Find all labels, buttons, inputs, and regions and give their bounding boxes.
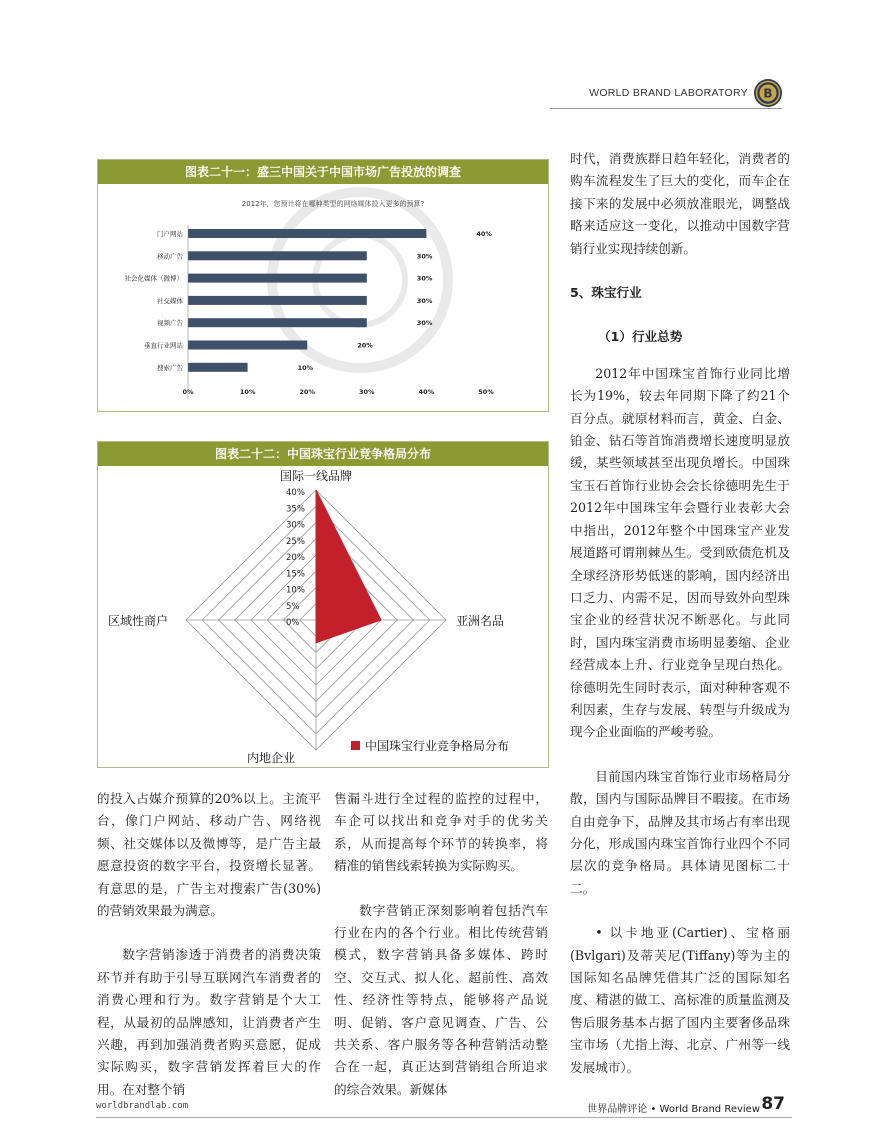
footer-rule [96, 1117, 792, 1118]
page-number: 87 [761, 1094, 785, 1114]
chart22-tick-label: 20% [286, 553, 305, 563]
chart22-tick-label: 25% [286, 536, 305, 547]
chart21-bar [188, 274, 367, 283]
logo-letter: B [763, 86, 773, 101]
paragraph: 的投入占媒介预算的20%以上。主流平台，像门户网站、移动广告、网络视频、社交媒体以及微博等，是广告主最愿意投资的数字平台，投资增长显著。有意思的是，广告主对搜索广告(30%)的营销效果最为满意。 [97, 791, 321, 919]
chart21-tick-label: 20% [299, 388, 315, 396]
text-column-middle [334, 788, 548, 1101]
chart21-value-label: 20% [357, 341, 373, 350]
chart22-tick-label: 30% [286, 520, 305, 531]
chart21-value-label: 10% [297, 363, 314, 372]
chart21-title: 图表二十一：盛三中国关于中国市场广告投放的调查 [98, 160, 548, 184]
chart21-category-label: 门户网站 [157, 230, 183, 238]
chart21-box [97, 159, 549, 412]
chart22-axis-label: 国际一线品牌 [279, 469, 353, 483]
paragraph: 时代，消费族群日趋年轻化，消费者的购车流程发生了巨大的变化，而车企在接下来的发展中必须放准眼光，调整战略来适应这一变化，以推动中国数字营销行业实现持续创新。 [570, 151, 790, 256]
text-column-left [97, 788, 321, 1101]
chart22-tick-label: 0% [286, 618, 300, 628]
chart21-value-label: 30% [416, 319, 433, 328]
chart21-bar [188, 296, 367, 305]
chart21-category-label: 社会化媒体（微博） [124, 274, 183, 283]
paragraph: 数字营销正深刻影响着包括汽车行业在内的各个行业。相比传统营销模式，数字营销具备多媒体、跨时空、交互式、拟人化、超前性、高效性、经济性等特点，能够将产品说明、促销、客户意见调查、广告、公共关系、客户服务等各种营销活动整合在一起，真正达到营销组合所追求的综合效果。新媒体 [334, 902, 548, 1097]
paragraph: • 以卡地亚(Cartier)、宝格丽(Bvlgari)及蒂芙尼(Tiffany)等为主的国际知名品牌凭借其广泛的国际知名度、精湛的做工、高标准的质量监测及售后服务基本占据了国内主要奢侈品珠宝市场（尤指上海、北京、广州等一线发展城市）。 [570, 925, 790, 1075]
chart21-value-label: 40% [476, 230, 492, 238]
chart22-box [97, 441, 549, 768]
chart21-category-label: 移动广告 [157, 252, 183, 261]
chart21-bar [188, 229, 426, 238]
chart21-plot [98, 184, 548, 411]
chart21-category-label: 视频广告 [157, 319, 183, 328]
chart22-tick-label: 5% [286, 601, 300, 612]
chart21-category-label: 搜索广告 [157, 363, 183, 372]
chart22-axis-label: 亚洲名品 [456, 614, 505, 628]
chart21-category-label: 社交媒体 [157, 296, 183, 305]
chart21-category-label: 垂直行业网站 [144, 341, 183, 350]
chart21-tick-label: 40% [418, 388, 435, 396]
chart22-tick-label: 10% [286, 585, 305, 596]
chart21-bar [188, 341, 307, 350]
chart22-tick-label: 40% [286, 488, 305, 498]
chart22-tick-label: 15% [286, 569, 305, 580]
subsection-heading: （1）行业总势 [598, 329, 683, 345]
text-column-right [570, 148, 790, 1079]
section-heading: 5、珠宝行业 [570, 285, 642, 301]
header-rule [550, 108, 782, 109]
paragraph: 数字营销渗透于消费者的消费决策环节并有助于引导互联网汽车消费者的消费心理和行为。数字营销是个大工程，从最初的品牌感知，让消费者产生兴趣，再到加强消费者购买意愿，促成实际购买，数字营销发挥着巨大的作用。在对整个销 [97, 947, 321, 1097]
chart22-plot [98, 466, 548, 767]
paragraph: 售漏斗进行全过程的监控的过程中，车企可以找出和竞争对手的优劣关系，从而提高每个环节的转换率，将精准的销售线索转换为实际购买。 [334, 791, 548, 874]
paragraph: 目前国内珠宝首饰行业市场格局分散，国内与国际品牌目不暇接。在市场自由竞争下，品牌及其市场占有率出现分化，形成国内珠宝首饰行业四个不同层次的竞争格局。具体请见图标二十二。 [570, 768, 790, 896]
chart22-tick-label: 35% [286, 504, 305, 515]
footer-magazine: 世界品牌评论 • World Brand Review [587, 1104, 760, 1115]
chart21-bar [188, 318, 367, 327]
chart22-axis-label: 区域性商户 [107, 614, 168, 628]
chart22-title: 图表二十二：中国珠宝行业竞争格局分布 [98, 442, 548, 466]
chart22-legend-swatch [351, 741, 360, 750]
chart21-tick-label: 10% [239, 388, 256, 396]
chart21-value-label: 30% [416, 274, 433, 283]
chart21-tick-label: 50% [478, 388, 494, 396]
header-brand: WORLD BRAND LABORATORY [589, 87, 748, 99]
chart21-value-label: 30% [416, 296, 433, 305]
chart22-legend-label: 中国珠宝行业竞争格局分布 [365, 739, 510, 753]
chart21-value-label: 30% [416, 252, 433, 261]
chart21-tick-label: 0% [182, 388, 194, 396]
footer-site: worldbrandlab.com [96, 1101, 189, 1111]
chart22-axis-label: 内地企业 [246, 751, 296, 765]
chart21-tick-label: 30% [359, 388, 375, 396]
chart21-bar [188, 363, 248, 372]
chart21-bar [188, 251, 367, 260]
paragraph: 2012年中国珠宝首饰行业同比增长为19%，较去年同期下降了约21个百分点。就原材料而言，黄金、白金、铂金、钻石等首饰消费增长速度明显放缓，某些领域甚至出现负增长。中国珠宝玉石首饰行业协会会长徐德明先生于2012年中国珠宝年会暨行业表彰大会中指出，2012年整个中国珠宝产业发展道路可谓荆棘丛生。受到欧债危机及全球经济形势低迷的影响，国内经济出口乏力、内需不足，因而导致外向型珠宝企业的经营状况不断恶化。与此同时，国内珠宝消费市场明显萎缩、企业经营成本上升、行业竞争呈现白热化。徐德明先生同时表示，面对种种客观不利因素，生存与发展、转型与升级成为现今企业面临的严峻考验。 [570, 365, 790, 740]
chart22-series-area [316, 490, 381, 643]
brand-logo [753, 78, 783, 108]
chart21-subtitle: 2012年，您预计将在哪种类型的网络媒体投入更多的预算? [241, 200, 425, 208]
